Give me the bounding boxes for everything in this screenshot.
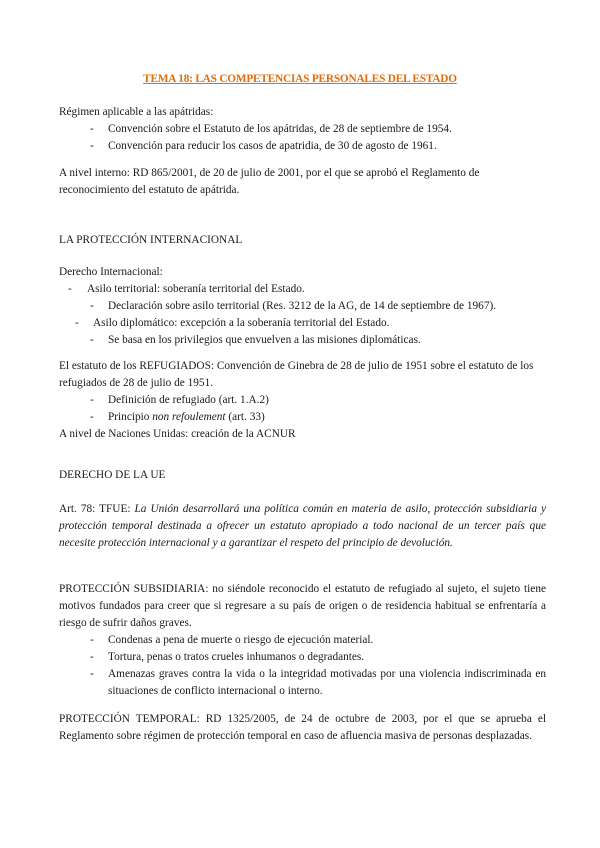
privilegios-list <box>59 332 546 349</box>
derecho-internacional-label: Derecho Internacional: <box>59 266 163 278</box>
art78-prefix: Art. 78: TFUE: <box>59 503 135 515</box>
art78-quote: La Unión desarrollará una política común en materia de asilo, protección subsidiaria y protección temporal destinada a ofrecer un estatuto apropiado a todo nacional de un tercer país que necesite protección internacional y a garantizar el respeto del principio de devolución. <box>59 503 547 549</box>
list-item: - Amenazas graves contra la vida o la integridad motivadas por una violencia indiscriminada en situaciones de conflicto internacional o interno. <box>59 666 546 700</box>
page-title: TEMA 18: LAS COMPETENCIAS PERSONALES DEL ESTADO <box>143 73 457 85</box>
list-item: - Convención para reducir los casos de apatridia, de 30 de agosto de 1961. <box>59 138 546 155</box>
temporal-text: PROTECCIÓN TEMPORAL: RD 1325/2005, de 24 de octubre de 2003, por el que se aprueba el Reglamento sobre régimen de protección temporal en caso de afluencia masiva de personas desplazadas. <box>59 713 546 742</box>
principio-suffix: (art. 33) <box>225 411 265 423</box>
principio-prefix: Principio <box>108 411 153 423</box>
temporal-section <box>59 711 546 745</box>
subsidiaria-text: PROTECCIÓN SUBSIDIARIA: no siéndole reconocido el estatuto de refugiado al sujeto, el sujeto tiene motivos fundados para creer que si regresare a su país de origen o de residencia habitual se enfrentaría a riesgo de sufrir daños graves. <box>59 583 546 629</box>
derecho-internacional-section <box>59 264 546 349</box>
art78-paragraph <box>59 501 546 552</box>
regimen-intro: Régimen aplicable a las apátridas: <box>59 106 214 118</box>
list-item: - Asilo diplomático: excepción a la soberanía territorial del Estado. <box>59 315 546 332</box>
acnur-text: A nivel de Naciones Unidas: creación de la ACNUR <box>59 428 296 440</box>
proteccion-internacional-heading <box>59 232 546 249</box>
subsidiaria-list <box>59 632 546 700</box>
refugiados-list <box>59 392 546 426</box>
declaracion-list <box>59 298 546 315</box>
list-item <box>59 409 546 426</box>
nivel-interno-section <box>59 165 546 199</box>
derecho-ue-heading <box>59 467 546 484</box>
nivel-interno-text: A nivel interno: RD 865/2001, de 20 de julio de 2001, por el que se aprobó el Reglamento de reconocimiento del estatuto de apátrida. <box>59 167 480 196</box>
section-heading: LA PROTECCIÓN INTERNACIONAL <box>59 234 243 246</box>
section-heading: DERECHO DE LA UE <box>59 469 166 481</box>
asilo-territorial-list <box>59 281 546 298</box>
subsidiaria-section <box>59 581 546 700</box>
art78-section <box>59 501 546 552</box>
refugiados-section <box>59 358 546 443</box>
list-item: - Convención sobre el Estatuto de los apátridas, de 28 de septiembre de 1954. <box>59 121 546 138</box>
regimen-list <box>59 121 546 155</box>
principio-emphasis: non refoulement <box>152 411 226 423</box>
list-item: - Tortura, penas o tratos crueles inhumanos o degradantes. <box>59 649 546 666</box>
refugiados-text: El estatuto de los REFUGIADOS: Convención de Ginebra de 28 de julio de 1951 sobre el estatuto de los refugiados de 28 de julio de 1951. <box>59 360 534 389</box>
regimen-section <box>59 104 546 155</box>
list-item: - Se basa en los privilegios que envuelven a las misiones diplomáticas. <box>59 332 546 349</box>
list-item: - Declaración sobre asilo territorial (Res. 3212 de la AG, de 14 de septiembre de 1967). <box>59 298 546 315</box>
list-item: - Condenas a pena de muerte o riesgo de ejecución material. <box>59 632 546 649</box>
list-item: - Asilo territorial: soberanía territorial del Estado. <box>59 281 546 298</box>
asilo-diplomatico-list <box>59 315 546 332</box>
list-item: - Definición de refugiado (art. 1.A.2) <box>59 392 546 409</box>
